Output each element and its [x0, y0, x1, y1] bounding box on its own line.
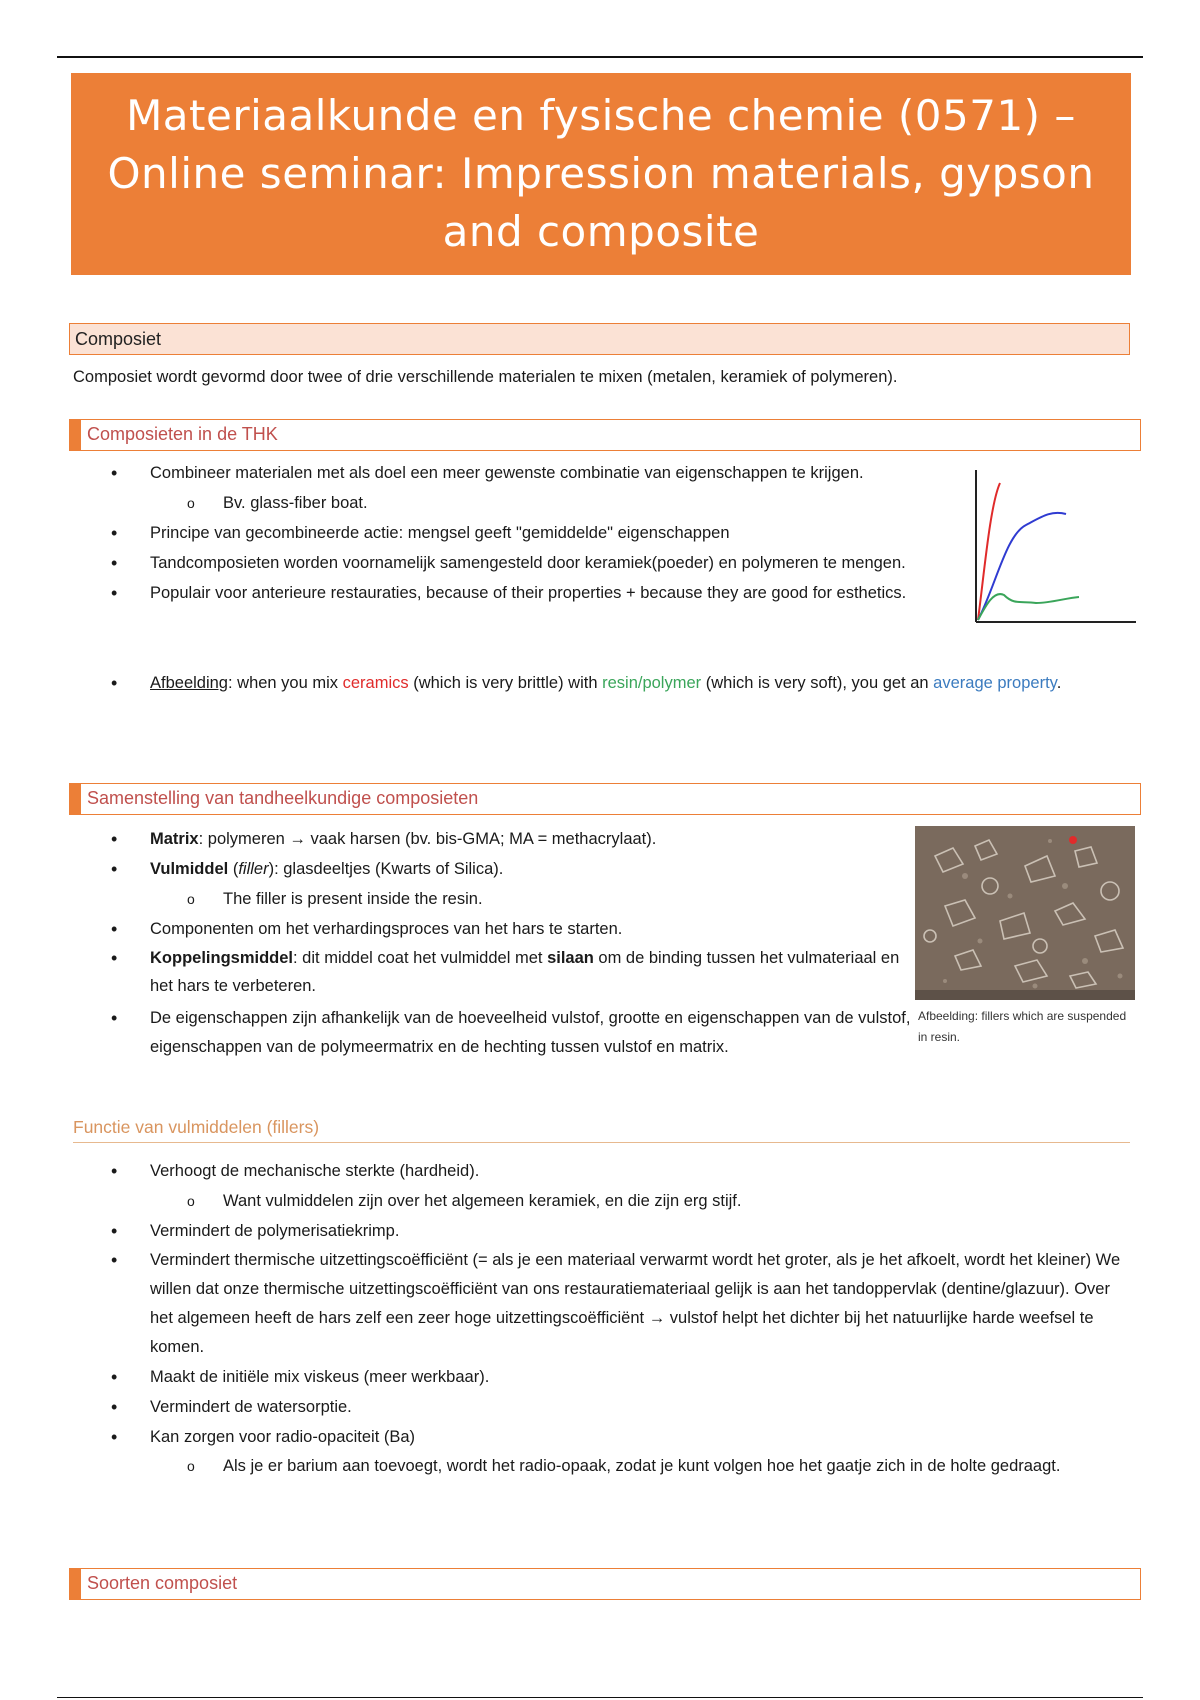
thk-list-afbeelding: [73, 668, 1103, 698]
list-item: • Kan zorgen voor radio-opaciteit (Ba): [73, 1422, 1123, 1452]
list-item: • Populair voor anterieure restauraties, because of their properties + because they are good for esthetics.: [73, 578, 953, 608]
list-item: • Tandcomposieten worden voornamelijk samengesteld door keramiek(poeder) en polymeren te mengen.: [73, 548, 953, 578]
page-title: Materiaalkunde en fysische chemie (0571) – Online seminar: Impression materials, gypson and composite: [107, 91, 1095, 256]
sem-caption: Afbeelding: fillers which are suspended in resin.: [918, 1009, 1127, 1044]
list-item: • Combineer materialen met als doel een meer gewenste combinatie van eigenschappen te krijgen.: [73, 458, 953, 488]
list-item: • Matrix: polymeren → vaak harsen (bv. bis-GMA; MA = methacrylaat).: [73, 824, 913, 854]
composiet-text: Composiet wordt gevormd door twee of drie verschillende materialen te mixen (metalen, keramiek of polymeren).: [73, 368, 898, 386]
section-heading-samenstelling: Samenstelling van tandheelkundige composieten: [69, 783, 1141, 815]
sem-filler-image: [915, 826, 1135, 1000]
section-heading-soorten: Soorten composiet: [69, 1568, 1141, 1600]
list-item: • De eigenschappen zijn afhankelijk van de hoeveelheid vulstof, grootte en eigenschappen van de vulstof, eigenschappen van de polymeermatrix en de hechting tussen vulstof en matrix.: [73, 1004, 913, 1062]
list-item: • Afbeelding: when you mix ceramics (which is very brittle) with resin/polymer (which is very soft), you get an average property.: [73, 668, 1103, 698]
list-item: • Maakt de initiële mix viskeus (meer werkbaar).: [73, 1362, 1123, 1392]
functie-list: [73, 1156, 1123, 1481]
list-item: • Vulmiddel (filler): glasdeeltjes (Kwarts of Silica).: [73, 854, 913, 884]
composite-property-graph: [966, 465, 1138, 627]
list-item: • Principe van gecombineerde actie: mengsel geeft "gemiddelde" eigenschappen: [73, 518, 953, 548]
subheading-functie: Functie van vulmiddelen (fillers): [73, 1117, 1130, 1143]
section-heading-composiet: Composiet: [69, 323, 1130, 355]
list-item: • Koppelingsmiddel: dit middel coat het vulmiddel met silaan om de binding tussen het vulmateriaal en het hars te verbeteren.: [73, 944, 913, 1000]
list-item: o Bv. glass-fiber boat.: [73, 488, 953, 518]
list-item: o The filler is present inside the resin.: [73, 884, 913, 914]
list-item: • Vermindert de watersorptie.: [73, 1392, 1123, 1422]
resin-curve: [978, 594, 1079, 620]
list-item: o Als je er barium aan toevoegt, wordt het radio-opaak, zodat je kunt volgen hoe het gaatje zich in de holte gedraagt.: [73, 1452, 1123, 1481]
bottom-rule: [57, 1697, 1143, 1698]
list-item: • Vermindert de polymerisatiekrimp.: [73, 1216, 1123, 1246]
samenstelling-list: [73, 824, 913, 1062]
list-item: o Want vulmiddelen zijn over het algemeen keramiek, en die zijn erg stijf.: [73, 1186, 1123, 1216]
ceramics-curve: [978, 483, 1000, 620]
average-curve: [978, 513, 1066, 620]
title-banner: [71, 73, 1131, 275]
list-item: • Vermindert thermische uitzettingscoëfficiënt (= als je een materiaal verwarmt wordt het groter, als je het afkoelt, wordt het kleiner) We willen dat onze thermische uitzettingscoëfficiënt van ons restauratiemateriaal gelijk is aan het tandoppervlak (dentine/glazuur). Over het algemeen heeft de hars zelf een zeer hoge uitzettingscoëfficiënt → vulstof helpt het dichter bij het natuurlijke harde weefsel te komen.: [73, 1246, 1123, 1362]
list-item: • Componenten om het verhardingsproces van het hars te starten.: [73, 914, 913, 944]
top-rule: [57, 56, 1143, 58]
section-heading-thk: Composieten in de THK: [69, 419, 1141, 451]
thk-list: [73, 458, 953, 608]
list-item: • Verhoogt de mechanische sterkte (hardheid).: [73, 1156, 1123, 1186]
